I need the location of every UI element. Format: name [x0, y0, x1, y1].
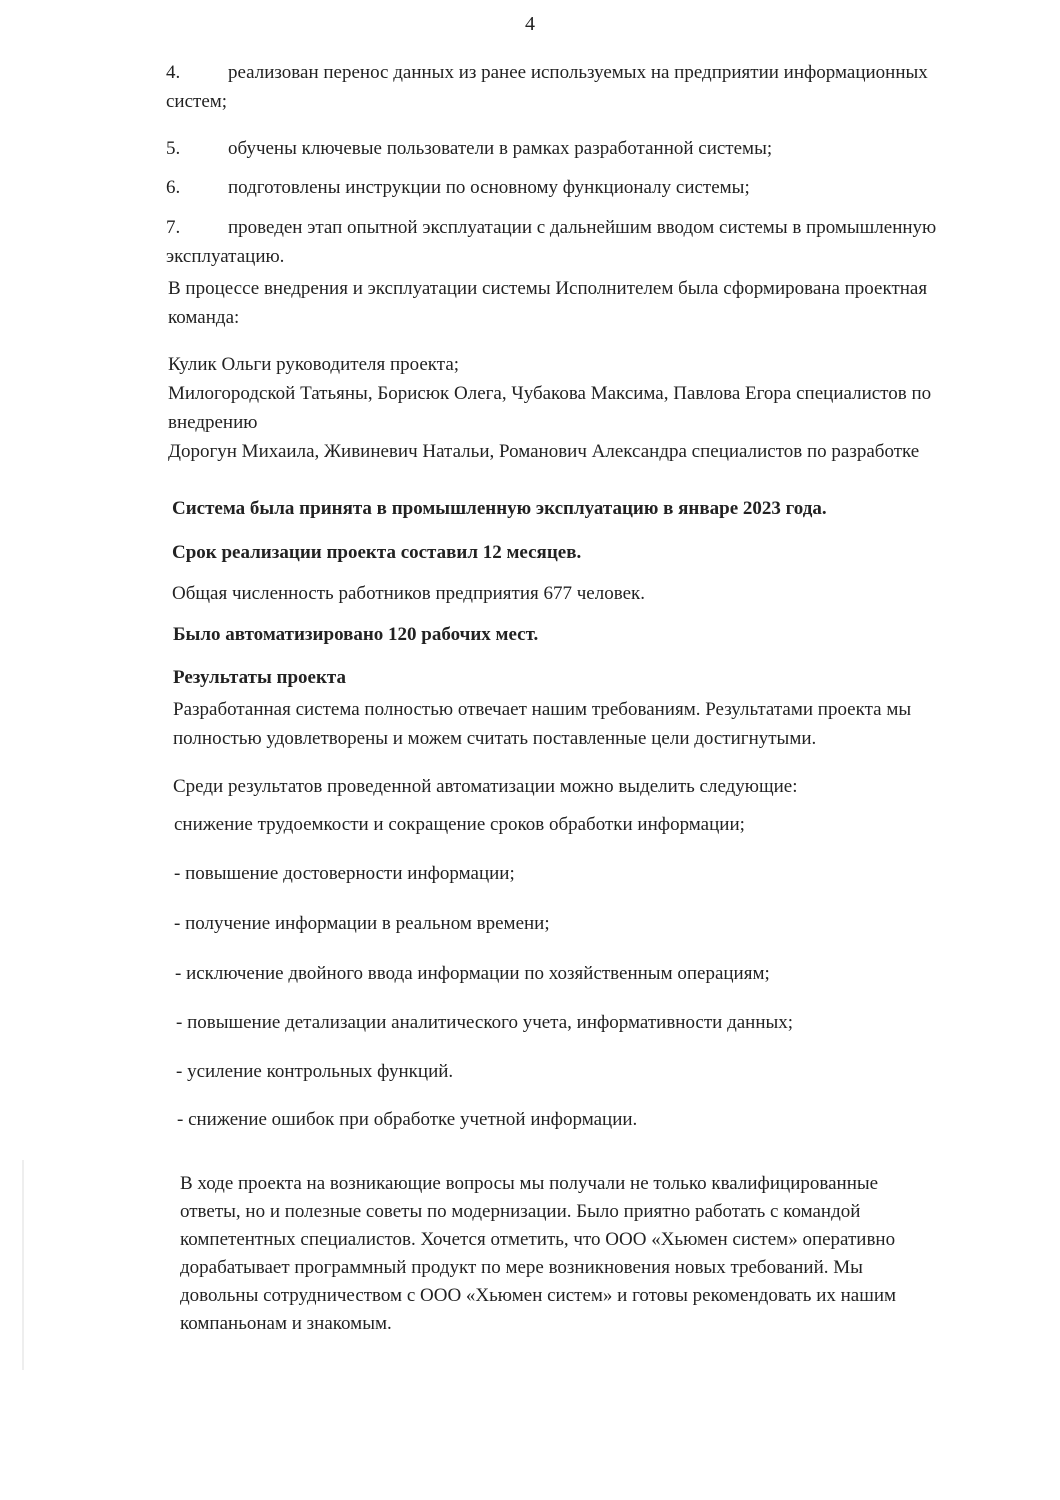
list-item [166, 173, 1032, 202]
closing-line: В ходе проекта на возникающие вопросы мы получали не только квалифицированные [180, 1173, 879, 1194]
team-line-development: Дорогун Михаила, Живиневич Натальи, Романович Александра специалистов по разработке [168, 441, 920, 462]
list-item-number: 5. [166, 138, 181, 159]
team-intro-line: В процессе внедрения и эксплуатации системы Исполнителем была сформирована проектная [168, 278, 928, 299]
closing-paragraph [180, 1170, 1030, 1338]
accepted-statement: Система была принята в промышленную эксплуатацию в январе 2023 года. [172, 498, 827, 519]
closing-line: довольны сотрудничеством с ООО «Хьюмен систем» и готовы рекомендовать их нашим [180, 1285, 897, 1306]
list-item [166, 58, 1032, 116]
result-item: - снижение ошибок при обработке учетной информации. [177, 1109, 638, 1130]
team-intro-paragraph [168, 274, 1034, 332]
workplaces-statement: Было автоматизировано 120 рабочих мест. [173, 624, 539, 645]
list-item-text: реализован перенос данных из ранее используемых на предприятии информационных [228, 62, 928, 83]
list-item [166, 213, 1032, 271]
results-intro: Среди результатов проведенной автоматизации можно выделить следующие: [173, 776, 798, 797]
team-line-manager: Кулик Ольги руководителя проекта; [168, 354, 460, 375]
list-item [166, 134, 1032, 163]
list-item-text-continued: эксплуатацию. [166, 246, 285, 267]
list-item-number: 6. [166, 177, 181, 198]
closing-line: компетентных специалистов. Хочется отметить, что ООО «Хьюмен систем» оперативно [180, 1229, 896, 1250]
results-heading: Результаты проекта [173, 667, 346, 688]
result-item: - получение информации в реальном времени; [174, 913, 550, 934]
scan-margin-mark [22, 1160, 24, 1370]
result-item: - повышение достоверности информации; [174, 863, 515, 884]
list-item-text: подготовлены инструкции по основному функционалу системы; [228, 177, 750, 198]
team-line-implementation: Милогородской Татьяны, Борисюк Олега, Чубакова Максима, Павлова Егора специалистов по [168, 383, 932, 404]
team-list [168, 350, 1034, 466]
result-item: - усиление контрольных функций. [176, 1061, 454, 1082]
list-item-number: 4. [166, 62, 181, 83]
result-item: - повышение детализации аналитического учета, информативности данных; [176, 1012, 794, 1033]
list-item-text: проведен этап опытной эксплуатации с дальнейшим вводом системы в промышленную [228, 217, 937, 238]
list-item-number: 7. [166, 217, 181, 238]
closing-line: компаньонам и знакомым. [180, 1313, 392, 1334]
list-item-text-continued: систем; [166, 91, 228, 112]
result-item: снижение трудоемкости и сокращение сроков обработки информации; [174, 814, 745, 835]
result-item: - исключение двойного ввода информации по хозяйственным операциям; [175, 963, 770, 984]
team-intro-line: команда: [168, 307, 240, 328]
results-line: Разработанная система полностью отвечает нашим требованиям. Результатами проекта мы [173, 699, 912, 720]
duration-statement: Срок реализации проекта составил 12 месяцев. [172, 542, 582, 563]
staff-statement: Общая численность работников предприятия 677 человек. [172, 583, 645, 604]
closing-line: ответы, но и полезные советы по модернизации. Было приятно работать с командой [180, 1201, 861, 1222]
team-line-implementation-continued: внедрению [168, 412, 258, 433]
results-line: полностью удовлетворены и можем считать поставленные цели достигнутыми. [173, 728, 817, 749]
results-paragraph [173, 695, 1039, 753]
list-item-text: обучены ключевые пользователи в рамках разработанной системы; [228, 138, 773, 159]
page-number: 4 [525, 13, 535, 35]
closing-line: дорабатывает программный продукт по мере возникновения новых требований. Мы [180, 1257, 863, 1278]
